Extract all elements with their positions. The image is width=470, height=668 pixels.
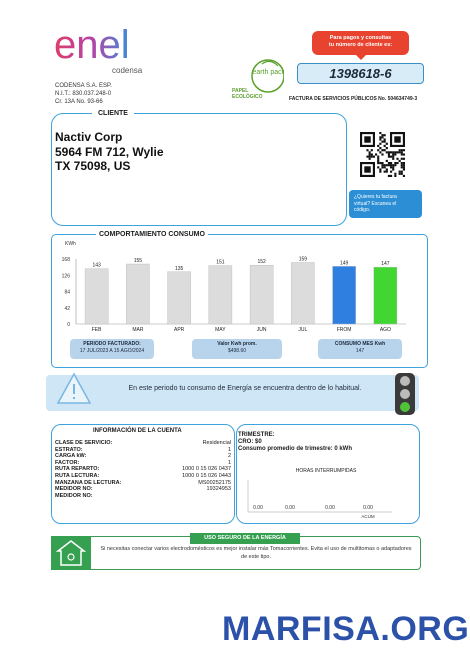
house-plug-icon xyxy=(51,536,91,570)
x-tick-label: JUN xyxy=(256,327,267,333)
x-tick-label: APR xyxy=(173,327,185,333)
account-row-value: MS00252175 xyxy=(198,479,231,486)
qr-module xyxy=(403,168,405,170)
qr-module xyxy=(388,153,390,155)
data-label: 147 xyxy=(381,261,390,268)
bar xyxy=(333,266,356,324)
qr-module xyxy=(392,168,394,170)
bar xyxy=(168,272,191,324)
client-tab: CLIENTE xyxy=(92,110,134,117)
qr-module xyxy=(386,164,388,166)
data-label: 149 xyxy=(339,260,349,267)
account-row-label: CARGA kW: xyxy=(55,453,87,460)
qr-module xyxy=(375,153,377,155)
qr-module xyxy=(401,166,403,168)
y-tick-label: 126 xyxy=(61,273,70,280)
virtual-line1: ¿Quieres tu factura xyxy=(354,194,397,200)
bar xyxy=(209,266,232,324)
qr-module xyxy=(379,136,381,138)
account-row-value: 19324953 xyxy=(206,486,231,493)
qr-module xyxy=(403,162,405,164)
account-row-value: 1 xyxy=(227,446,231,453)
interruption-value: 0.00 xyxy=(285,505,295,511)
qr-module xyxy=(386,168,388,170)
qr-module xyxy=(403,153,405,155)
qr-module xyxy=(390,151,392,153)
account-row-label: ESTRATO: xyxy=(55,446,83,453)
qr-module xyxy=(394,151,396,153)
client-name-line: Nactiv Corp xyxy=(55,130,123,144)
qr-module xyxy=(381,164,383,166)
qr-module xyxy=(384,145,386,147)
qr-module xyxy=(384,149,386,151)
company-name: CODENSA S.A. ESP. xyxy=(55,83,112,89)
account-row-value: 1000 0 15 026 0437 xyxy=(182,466,231,473)
qr-module xyxy=(377,162,379,164)
qr-module xyxy=(399,160,401,162)
qr-module xyxy=(369,153,371,155)
qr-module xyxy=(384,141,386,143)
qr-module xyxy=(396,158,398,160)
period-value: 17 JUL/2023 A 15 AGO/2024 xyxy=(79,347,145,354)
qr-module xyxy=(392,156,394,158)
qr-module xyxy=(392,151,394,153)
account-row xyxy=(55,460,231,467)
qr-module xyxy=(392,158,394,160)
qr-module xyxy=(379,143,381,145)
logo-text: enel xyxy=(54,23,130,67)
qr-module xyxy=(403,175,405,177)
pay-banner-line2: tu número de cliente es: xyxy=(328,42,393,48)
qr-module xyxy=(379,162,381,164)
qr-module xyxy=(396,162,398,164)
account-row-label: RUTA LECTURA: xyxy=(55,472,100,479)
data-label: 152 xyxy=(257,259,266,266)
qr-module xyxy=(399,171,401,173)
account-row xyxy=(55,486,231,493)
qr-module xyxy=(381,149,383,151)
qr-code-icon[interactable] xyxy=(360,132,405,177)
interruptions-chart xyxy=(246,466,396,522)
qr-module xyxy=(386,143,388,145)
qr-module xyxy=(394,175,396,177)
qr-module xyxy=(373,156,375,158)
x-tick-label: MAY xyxy=(215,327,226,333)
data-label: 155 xyxy=(133,258,143,265)
qr-module xyxy=(396,151,398,153)
qr-module xyxy=(392,153,394,155)
earth-pact-text: earth pact xyxy=(252,69,284,76)
qr-module xyxy=(401,151,403,153)
qr-module xyxy=(369,151,371,153)
client-street-line: 5964 FM 712, Wylie xyxy=(55,144,164,159)
qr-module xyxy=(371,149,373,151)
qr-module xyxy=(388,162,390,164)
qr-module xyxy=(371,156,373,158)
bar xyxy=(85,269,108,324)
bar xyxy=(250,265,273,324)
client-address xyxy=(55,130,164,174)
qr-module xyxy=(386,160,388,162)
qr-module xyxy=(390,171,392,173)
logo-sub: codensa xyxy=(112,66,143,75)
qr-module xyxy=(384,134,386,136)
qr-module xyxy=(384,166,386,168)
trimester-title: TRIMESTRE: xyxy=(238,432,275,438)
qr-module xyxy=(399,149,401,151)
eco-label-line1: PAPEL xyxy=(232,88,249,94)
enel-logo xyxy=(52,22,162,77)
qr-module xyxy=(379,171,381,173)
period-pill xyxy=(70,339,154,359)
qr-module xyxy=(401,149,403,151)
virtual-invoice-button[interactable] xyxy=(349,190,422,218)
qr-module xyxy=(384,171,386,173)
interruption-value: 0.00 xyxy=(363,505,373,511)
interruption-value: 0.00 xyxy=(253,505,263,511)
qr-module xyxy=(381,166,383,168)
bar xyxy=(291,262,314,324)
warning-icon xyxy=(56,372,92,406)
qr-module xyxy=(388,175,390,177)
x-tick-label: AGO xyxy=(379,327,391,333)
account-row-label: MEDIDOR NO: xyxy=(55,486,93,493)
qr-module xyxy=(401,164,403,166)
qr-module xyxy=(381,134,383,136)
consumption-tab: COMPORTAMIENTO CONSUMO xyxy=(96,231,208,238)
qr-module xyxy=(394,164,396,166)
company-address: Cr. 13A No. 93-66 xyxy=(55,99,103,105)
qr-module xyxy=(392,164,394,166)
y-tick-label: 168 xyxy=(61,257,70,263)
account-row-value: 2 xyxy=(227,453,231,460)
qr-module xyxy=(399,151,401,153)
interruption-value: 0.00 xyxy=(325,505,335,511)
qr-module xyxy=(381,141,383,143)
eco-label-line2: ECOLÓGICO xyxy=(232,94,263,100)
account-row xyxy=(55,447,231,454)
bar xyxy=(374,267,397,324)
company-info xyxy=(55,82,112,106)
qr-module xyxy=(390,156,392,158)
avg-label: CONSUMO MES Kwh xyxy=(334,341,386,347)
client-city-line: TX 75098, US xyxy=(55,159,131,173)
account-row xyxy=(55,440,231,447)
kwh-label: Valor Kwh prom. xyxy=(217,341,257,347)
qr-module xyxy=(386,147,388,149)
account-row-value: 1000 0 15 026 0443 xyxy=(182,472,231,479)
kwh-value: $498.60 xyxy=(227,347,247,354)
qr-module xyxy=(388,156,390,158)
data-label: 143 xyxy=(92,262,101,269)
qr-module xyxy=(384,164,386,166)
account-row-value: Residencial xyxy=(202,440,231,446)
x-tick-label: JUL xyxy=(298,327,308,333)
qr-module xyxy=(379,147,381,149)
qr-module xyxy=(401,171,403,173)
account-row xyxy=(55,493,231,500)
y-tick-label: 84 xyxy=(64,289,70,296)
qr-module xyxy=(366,156,368,158)
account-row-label: CLASE DE SERVICIO: xyxy=(55,440,113,446)
qr-module xyxy=(394,136,400,142)
payment-banner xyxy=(312,31,409,55)
qr-module xyxy=(379,151,381,153)
qr-module xyxy=(366,149,368,151)
qr-module xyxy=(392,166,394,168)
kwh-price-pill xyxy=(192,339,282,359)
qr-module xyxy=(390,162,392,164)
virtual-line2: virtual? Escanea el xyxy=(354,200,397,207)
account-row-value: 1 xyxy=(227,459,231,466)
account-tab: INFORMACIÓN DE LA CUENTA xyxy=(93,428,182,434)
qr-module xyxy=(377,149,379,151)
qr-module xyxy=(379,138,381,140)
consumption-chart xyxy=(56,240,416,336)
qr-module xyxy=(377,166,379,168)
interruptions-title: HORAS INTERRUMPIDAS xyxy=(295,468,357,474)
avg-value: 147 xyxy=(355,347,365,354)
qr-module xyxy=(401,173,403,175)
pay-banner-line1: Para pagos y consultas xyxy=(329,35,392,41)
y-tick-label: 42 xyxy=(64,305,70,312)
avg-consumption-pill xyxy=(318,339,402,359)
qr-module xyxy=(369,156,371,158)
qr-module xyxy=(381,153,383,155)
qr-module xyxy=(401,162,403,164)
account-row-label: MEDIDOR NO: xyxy=(55,492,93,499)
account-row xyxy=(55,473,231,480)
acum-label: ACUM xyxy=(361,514,375,519)
data-label: 151 xyxy=(216,259,225,266)
data-label: 135 xyxy=(174,265,184,272)
qr-module xyxy=(384,138,386,140)
qr-module xyxy=(394,153,396,155)
account-row-label: RUTA REPARTO: xyxy=(55,466,100,473)
traffic-light-icon xyxy=(393,372,417,416)
trimester-avg: Consumo promedio de trimestre: 0 kWh xyxy=(238,446,353,452)
qr-module xyxy=(386,171,388,173)
qr-module xyxy=(371,153,373,155)
x-tick-label: FROM xyxy=(336,327,352,333)
qr-module xyxy=(377,160,379,162)
qr-module xyxy=(390,175,392,177)
qr-module xyxy=(403,149,405,151)
account-row xyxy=(55,466,231,473)
qr-module xyxy=(388,151,390,153)
qr-module xyxy=(390,166,392,168)
qr-module xyxy=(379,168,381,170)
period-label: PERIODO FACTURADO: xyxy=(83,341,141,347)
qr-module xyxy=(390,164,392,166)
qr-module xyxy=(403,158,405,160)
qr-module xyxy=(377,158,379,160)
x-tick-label: FEB xyxy=(91,327,102,333)
qr-module xyxy=(388,164,390,166)
watermark: MARFISA.ORG xyxy=(222,610,470,648)
company-nit: N.I.T.: 830.037.248-0 xyxy=(55,91,112,97)
bar xyxy=(126,264,149,324)
account-row-label: FACTOR: xyxy=(55,459,80,466)
invoice-number: FACTURA DE SERVICIOS PÚBLICOS No. 504634749-3 xyxy=(289,96,418,102)
qr-module xyxy=(377,156,379,158)
trimester-info xyxy=(238,432,352,453)
y-axis-label: KWh xyxy=(65,241,76,247)
account-rows xyxy=(55,440,231,499)
qr-module xyxy=(403,164,405,166)
qr-module xyxy=(394,162,396,164)
qr-module xyxy=(379,132,381,134)
virtual-line3: código. xyxy=(354,207,371,213)
qr-module xyxy=(364,136,370,142)
qr-module xyxy=(381,162,383,164)
data-label: 159 xyxy=(298,256,308,263)
qr-module xyxy=(369,158,371,160)
qr-module xyxy=(381,136,383,138)
qr-module xyxy=(399,173,401,175)
account-row xyxy=(55,480,231,487)
qr-module xyxy=(401,153,403,155)
qr-module xyxy=(364,166,370,172)
account-row xyxy=(55,453,231,460)
client-number: 1398618-6 xyxy=(297,63,424,84)
qr-module xyxy=(377,145,379,147)
trimester-cro: CRO: $0 xyxy=(238,439,262,445)
x-tick-label: MAR xyxy=(132,327,144,333)
pay-arrow-icon xyxy=(355,54,367,60)
safety-tab: USO SEGURO DE LA ENERGÍA xyxy=(190,533,300,544)
qr-module xyxy=(394,173,396,175)
qr-module xyxy=(403,166,405,168)
qr-module xyxy=(401,158,403,160)
account-row-label: MANZANA DE LECTURA: xyxy=(55,479,122,486)
safety-text: Si necesitas conectar varios electrodomésticos es mejor instalar más Tomacorrientes. Evita el uso de multitomas o adaptadores de este tipo. xyxy=(100,546,412,560)
eco-paper-label xyxy=(232,88,263,100)
qr-module xyxy=(386,151,388,153)
y-tick-label: 0 xyxy=(67,322,70,328)
info-text: En este periodo tu consumo de Energía se encuentra dentro de lo habitual. xyxy=(128,385,362,392)
